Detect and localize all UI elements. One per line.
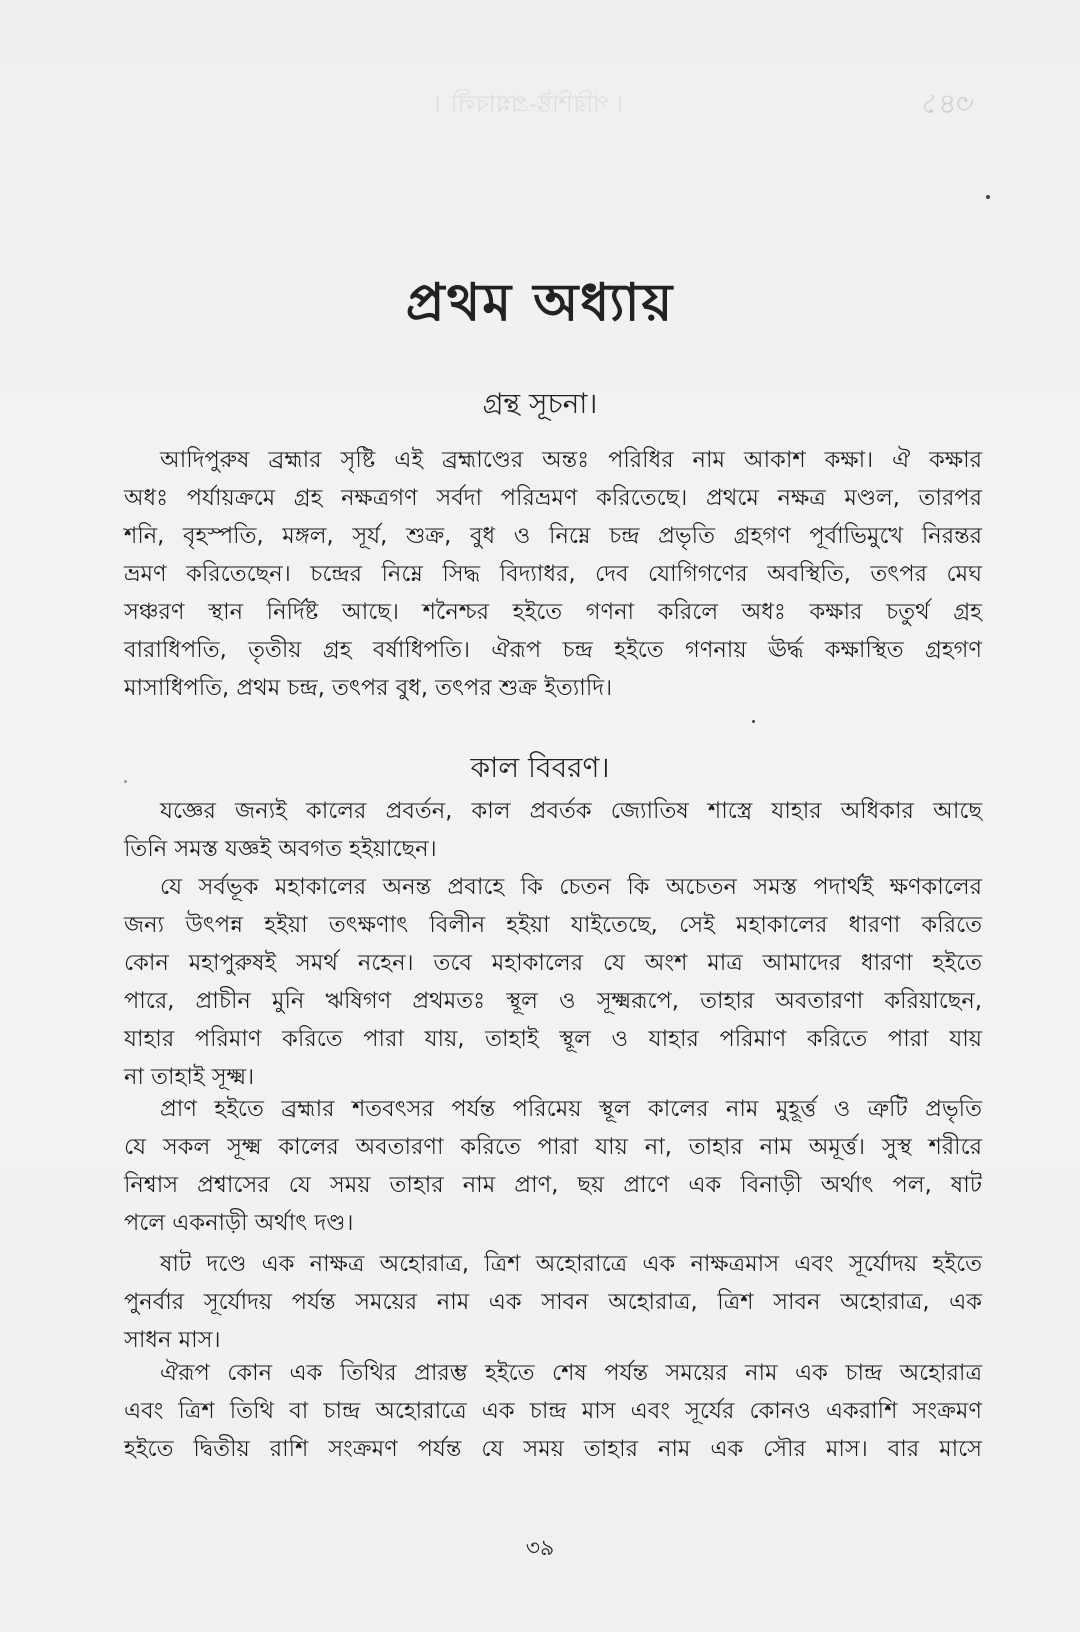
text-line: আদিপুরুষ ব্রহ্মার সৃষ্টি এই ব্রহ্মাণ্ডের অন্তঃ পরিধির নাম আকাশ কক্ষা। ঐ কক্ষার xyxy=(160,447,982,473)
text-line: পলে একনাড়ী অর্থাৎ দণ্ড। xyxy=(124,1210,354,1236)
paragraph-introduction xyxy=(124,441,982,707)
text-line: পুনর্বার সূর্যোদয় পর্যন্ত সময়ের নাম এক সাবন অহোরাত্র, ত্রিশ সাবন অহোরাত্র, এক xyxy=(124,1289,982,1315)
scan-speck xyxy=(124,780,127,783)
text-line: কোন মহাপুরুষই সমর্থ নহেন। তবে মহাকালের যে অংশ মাত্র আমাদের ধারণা হইতে xyxy=(124,950,982,976)
text-line: বারাধিপতি, তৃতীয় গ্রহ বর্ষাধিপতি। ঐরূপ চন্দ্র হইতে গণনায় ঊর্দ্ধ কক্ষাস্থিত গ্রহগণ xyxy=(124,637,982,663)
text-line: যজ্ঞের জন্যই কালের প্রবর্তন, কাল প্রবর্তক জ্যোতিষ শাস্ত্রে যাহার অধিকার আছে xyxy=(160,798,982,824)
text-line: সাধন মাস। xyxy=(124,1327,221,1353)
text-line: ষাট দণ্ডে এক নাক্ষত্র অহোরাত্র, ত্রিশ অহোরাত্রে এক নাক্ষত্রমাস এবং সূর্যোদয় হইতে xyxy=(160,1251,982,1277)
paragraph-prana xyxy=(124,1090,982,1242)
paragraph-yajna xyxy=(124,792,982,868)
paragraph-sidereal-day xyxy=(124,1245,982,1359)
show-through-page-number: ৩৪১ xyxy=(920,87,975,120)
page-number: ৩৯ xyxy=(525,1536,555,1561)
text-line: মাসাধিপতি, প্রথম চন্দ্র, তৎপর বুধ, তৎপর শুক্র ইত্যাদি। xyxy=(124,675,613,701)
text-line: হইতে দ্বিতীয় রাশি সংক্রমণ পর্যন্ত যে সময় তাহার নাম এক সৌর মাস। বার মাসে xyxy=(124,1436,982,1462)
scan-speck xyxy=(986,195,990,199)
text-line: সঞ্চরণ স্থান নির্দিষ্ট আছে। শনৈশ্চর হইতে গণনা করিলে অধঃ কক্ষার চতুর্থ গ্রহ xyxy=(124,599,982,625)
text-line: ঐরূপ কোন এক তিথির প্রারম্ভ হইতে শেষ পর্যন্ত সময়ের নাম এক চান্দ্র অহোরাত্র xyxy=(160,1360,982,1386)
text-line: যাহার পরিমাণ করিতে পারা যায়, তাহাই স্থূল ও যাহার পরিমাণ করিতে পারা যায় xyxy=(124,1026,982,1052)
section-title-time-description: কাল বিবরণ। xyxy=(470,751,610,784)
section-title-introduction: গ্রন্থ সূচনা। xyxy=(482,387,598,420)
text-line: না তাহাই সূক্ষ্ম। xyxy=(124,1064,255,1090)
show-through-header: । পরিশিষ্ট-প্রশ্নাবলী । xyxy=(434,90,626,118)
text-line: এবং ত্রিশ তিথি বা চান্দ্র অহোরাত্রে এক চান্দ্র মাস এবং সূর্যের কোনও একরাশি সংক্রমণ xyxy=(124,1398,982,1424)
paragraph-mahakala xyxy=(124,868,982,1096)
text-line: তিনি সমস্ত যজ্ঞই অবগত হইয়াছেন। xyxy=(124,836,437,862)
text-line: শনি, বৃহস্পতি, মঙ্গল, সূর্য, শুক্র, বুধ ও নিম্নে চন্দ্র প্রভৃতি গ্রহগণ পূর্বাভিমুখে নিরন্তর xyxy=(124,523,982,549)
text-line: যে সর্বভূক মহাকালের অনন্ত প্রবাহে কি চেতন কি অচেতন সমস্ত পদার্থই ক্ষণকালের xyxy=(160,874,982,900)
scan-speck xyxy=(752,720,755,723)
text-line: যে সকল সূক্ষ্ম কালের অবতারণা করিতে পারা যায় না, তাহার নাম অমূর্ত্ত। সুস্থ শরীরে xyxy=(124,1134,982,1160)
text-line: জন্য উৎপন্ন হইয়া তৎক্ষণাৎ বিলীন হইয়া যাইতেছে, সেই মহাকালের ধারণা করিতে xyxy=(124,912,982,938)
paragraph-lunar-month xyxy=(124,1354,982,1468)
text-line: অধঃ পর্যায়ক্রমে গ্রহ নক্ষত্রগণ সর্বদা পরিভ্রমণ করিতেছে। প্রথমে নক্ষত্র মণ্ডল, তারপর xyxy=(124,485,982,511)
text-line: ভ্রমণ করিতেছেন। চন্দ্রের নিম্নে সিদ্ধ বিদ্যাধর, দেব যোগিগণের অবস্থিতি, তৎপর মেঘ xyxy=(124,561,982,587)
text-line: নিশ্বাস প্রশ্বাসের যে সময় তাহার নাম প্রাণ, ছয় প্রাণে এক বিনাড়ী অর্থাৎ পল, ষাট xyxy=(124,1172,982,1198)
text-line: প্রাণ হইতে ব্রহ্মার শতবৎসর পর্যন্ত পরিমেয় স্থূল কালের নাম মুহূর্ত্ত ও ত্রুটি প্রভৃতি xyxy=(160,1096,982,1122)
text-line: পারে, প্রাচীন মুনি ঋষিগণ প্রথমতঃ স্থূল ও সূক্ষ্মরূপে, তাহার অবতারণা করিয়াছেন, xyxy=(124,988,982,1014)
chapter-title: প্রথম অধ্যায় xyxy=(405,273,675,333)
